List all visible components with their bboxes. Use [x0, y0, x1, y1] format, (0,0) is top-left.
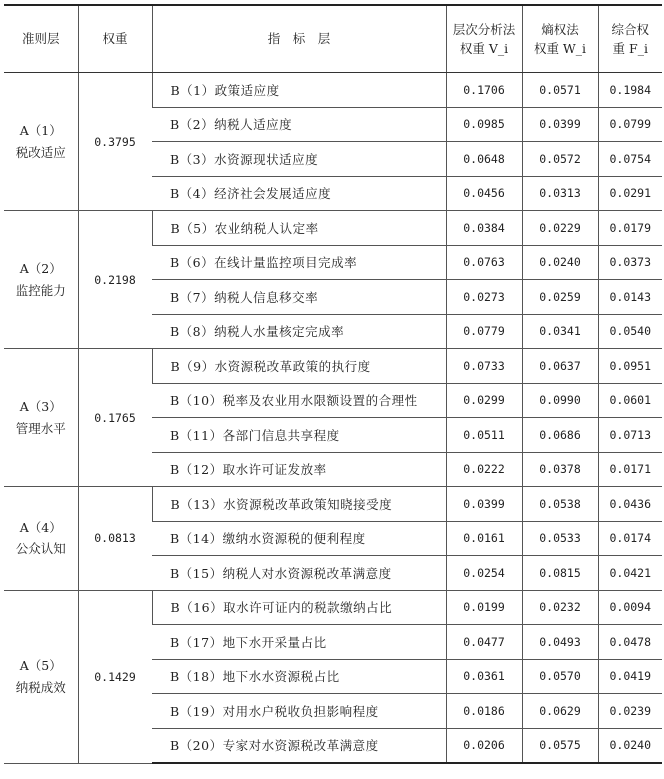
table-row [4, 73, 662, 108]
combined-weight: 0.0713 [598, 418, 662, 453]
combined-weight: 0.0601 [598, 383, 662, 418]
header-combined-line2: 重 F_i [612, 41, 648, 56]
ahp-weight: 0.0456 [446, 176, 522, 211]
indicator-name: B（20）专家对水资源税改革满意度 [152, 728, 446, 763]
indicator-name: B（5）农业纳税人认定率 [152, 211, 446, 246]
entropy-weight: 0.0259 [522, 280, 598, 315]
indicator-name: B（12）取水许可证发放率 [152, 452, 446, 487]
combined-weight: 0.1984 [598, 73, 662, 108]
indicator-name: B（2）纳税人适应度 [152, 107, 446, 142]
indicator-name: B（7）纳税人信息移交率 [152, 280, 446, 315]
combined-weight: 0.0240 [598, 728, 662, 763]
indicator-name: B（16）取水许可证内的税款缴纳占比 [152, 590, 446, 625]
criterion-code: A（4） [19, 520, 62, 535]
table-row [4, 349, 662, 384]
criterion-cell [4, 73, 78, 211]
indicator-name: B（19）对用水户税收负担影响程度 [152, 694, 446, 729]
entropy-weight: 0.0538 [522, 487, 598, 522]
entropy-weight: 0.0378 [522, 452, 598, 487]
criterion-name: 监控能力 [15, 282, 66, 298]
combined-weight: 0.0179 [598, 211, 662, 246]
combined-weight: 0.0478 [598, 625, 662, 660]
combined-weight: 0.0239 [598, 694, 662, 729]
criterion-cell [4, 590, 78, 763]
header-combined-line1: 综合权 [611, 21, 649, 37]
combined-weight: 0.0421 [598, 556, 662, 591]
ahp-weight: 0.0254 [446, 556, 522, 591]
header-entropy [522, 5, 598, 73]
header-combined [598, 5, 662, 73]
criterion-code: A（1） [19, 123, 62, 139]
entropy-weight: 0.0229 [522, 211, 598, 246]
combined-weight: 0.0754 [598, 142, 662, 177]
entropy-weight: 0.0686 [522, 418, 598, 453]
table-row [4, 590, 662, 625]
ahp-weight: 0.0273 [446, 280, 522, 315]
indicator-name: B（13）水资源税改革政策知晓接受度 [152, 487, 446, 522]
criterion-cell [4, 211, 78, 349]
entropy-weight: 0.0533 [522, 521, 598, 556]
criterion-weight: 0.3795 [78, 73, 152, 211]
entropy-weight: 0.0815 [522, 556, 598, 591]
entropy-weight: 0.0493 [522, 625, 598, 660]
table-body [4, 73, 662, 764]
ahp-weight: 0.0985 [446, 107, 522, 142]
entropy-weight: 0.0232 [522, 590, 598, 625]
criterion-weight: 0.1429 [78, 590, 152, 763]
entropy-weight: 0.0571 [522, 73, 598, 108]
ahp-weight: 0.0477 [446, 625, 522, 660]
header-row [4, 5, 662, 73]
criterion-code: A（2） [19, 261, 62, 277]
indicator-name: B（6）在线计量监控项目完成率 [152, 245, 446, 280]
header-ahp-line2: 权重 V_i [459, 41, 509, 56]
combined-weight: 0.0291 [598, 176, 662, 211]
header-entropy-line2: 权重 W_i [533, 41, 587, 56]
combined-weight: 0.0436 [598, 487, 662, 522]
ahp-weight: 0.0733 [446, 349, 522, 384]
ahp-weight: 0.0299 [446, 383, 522, 418]
indicator-name: B（1）政策适应度 [152, 73, 446, 108]
criterion-cell [4, 487, 78, 591]
ahp-weight: 0.0779 [446, 314, 522, 349]
combined-weight: 0.0540 [598, 314, 662, 349]
ahp-weight: 0.1706 [446, 73, 522, 108]
ahp-weight: 0.0399 [446, 487, 522, 522]
header-weight: 权重 [78, 5, 152, 73]
indicator-name: B（11）各部门信息共享程度 [152, 418, 446, 453]
header-criterion: 准则层 [4, 5, 78, 73]
indicator-name: B（17）地下水开采量占比 [152, 625, 446, 660]
indicator-name: B（14）缴纳水资源税的便利程度 [152, 521, 446, 556]
criterion-code: A（3） [19, 399, 62, 415]
combined-weight: 0.0143 [598, 280, 662, 315]
ahp-weight: 0.0186 [446, 694, 522, 729]
indicator-name: B（10）税率及农业用水限额设置的合理性 [152, 383, 446, 418]
combined-weight: 0.0373 [598, 245, 662, 280]
indicator-name: B（8）纳税人水量核定完成率 [152, 314, 446, 349]
combined-weight: 0.0951 [598, 349, 662, 384]
criterion-weight: 0.1765 [78, 349, 152, 487]
indicator-name: B（3）水资源现状适应度 [152, 142, 446, 177]
indicator-name: B（15）纳税人对水资源税改革满意度 [152, 556, 446, 591]
combined-weight: 0.0171 [598, 452, 662, 487]
criterion-name: 公众认知 [15, 541, 66, 557]
criterion-name: 管理水平 [15, 420, 66, 436]
entropy-weight: 0.0240 [522, 245, 598, 280]
combined-weight: 0.0094 [598, 590, 662, 625]
ahp-weight: 0.0206 [446, 728, 522, 763]
header-indicator: 指 标 层 [152, 5, 446, 73]
entropy-weight: 0.0341 [522, 314, 598, 349]
table-row [4, 211, 662, 246]
entropy-weight: 0.0399 [522, 107, 598, 142]
header-entropy-line1: 熵权法 [541, 21, 579, 37]
weights-table [4, 4, 662, 764]
criterion-cell [4, 349, 78, 487]
ahp-weight: 0.0763 [446, 245, 522, 280]
header-ahp [446, 5, 522, 73]
ahp-weight: 0.0199 [446, 590, 522, 625]
indicator-name: B（9）水资源税改革政策的执行度 [152, 349, 446, 384]
entropy-weight: 0.0570 [522, 659, 598, 694]
combined-weight: 0.0799 [598, 107, 662, 142]
criterion-name: 纳税成效 [15, 679, 66, 695]
combined-weight: 0.0174 [598, 521, 662, 556]
criterion-code: A（5） [19, 658, 62, 674]
header-ahp-line1: 层次分析法 [452, 21, 516, 37]
combined-weight: 0.0419 [598, 659, 662, 694]
ahp-weight: 0.0222 [446, 452, 522, 487]
entropy-weight: 0.0629 [522, 694, 598, 729]
entropy-weight: 0.0990 [522, 383, 598, 418]
entropy-weight: 0.0637 [522, 349, 598, 384]
ahp-weight: 0.0648 [446, 142, 522, 177]
ahp-weight: 0.0511 [446, 418, 522, 453]
ahp-weight: 0.0384 [446, 211, 522, 246]
table-row [4, 487, 662, 522]
indicator-name: B（18）地下水水资源税占比 [152, 659, 446, 694]
entropy-weight: 0.0313 [522, 176, 598, 211]
criterion-weight: 0.2198 [78, 211, 152, 349]
entropy-weight: 0.0572 [522, 142, 598, 177]
criterion-weight: 0.0813 [78, 487, 152, 591]
entropy-weight: 0.0575 [522, 728, 598, 763]
indicator-name: B（4）经济社会发展适应度 [152, 176, 446, 211]
criterion-name: 税改适应 [15, 144, 66, 160]
ahp-weight: 0.0161 [446, 521, 522, 556]
ahp-weight: 0.0361 [446, 659, 522, 694]
